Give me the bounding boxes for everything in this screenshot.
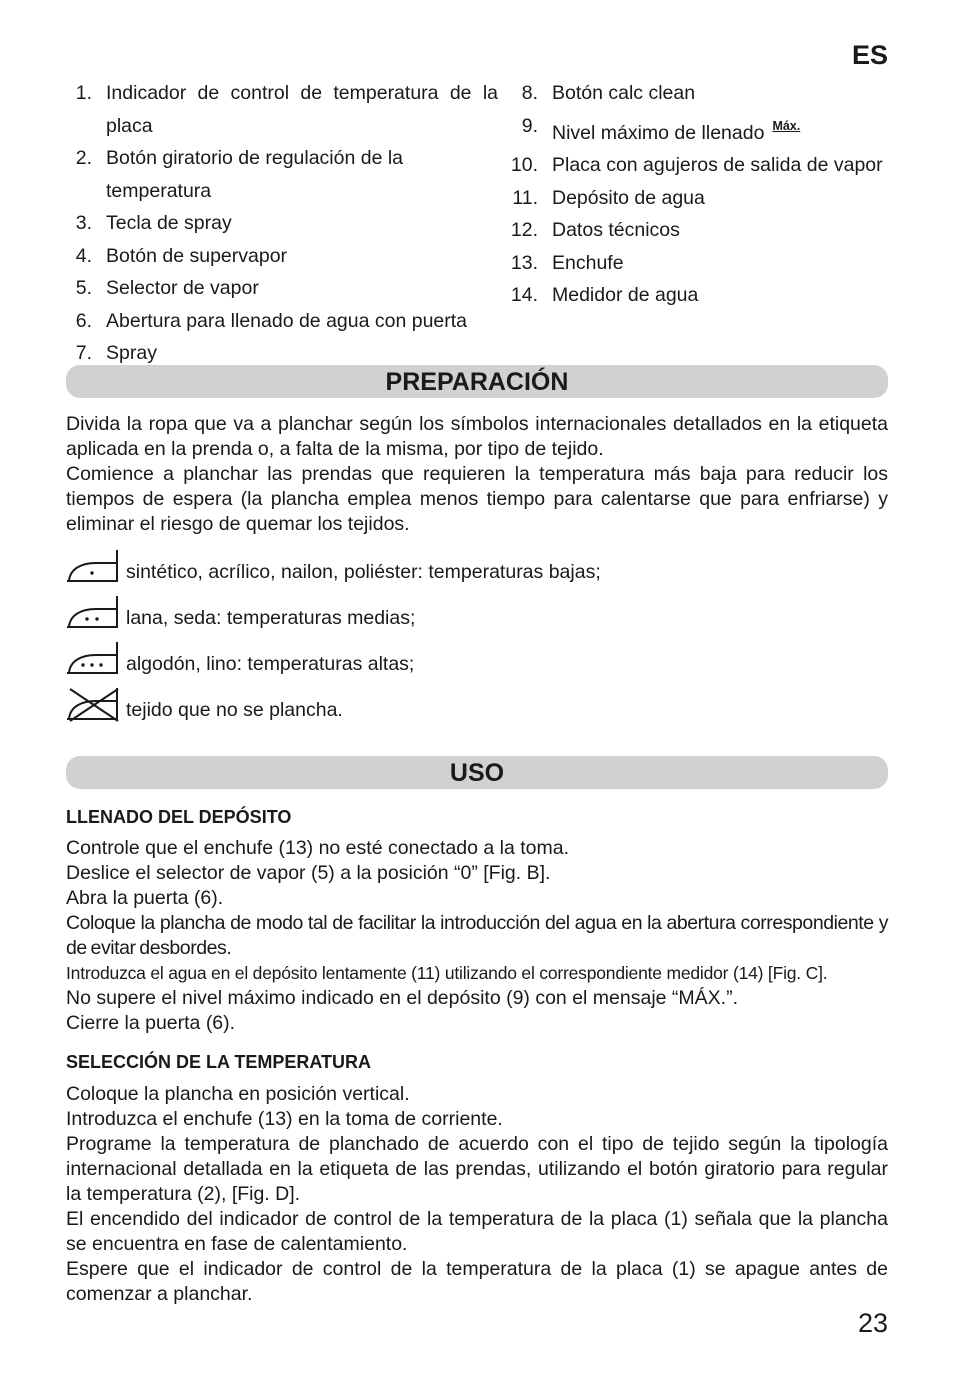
item-label: Depósito de agua [552,186,705,209]
list-item [66,77,498,142]
list-item [510,214,900,247]
preparacion-text [66,412,888,537]
paragraph: Coloque la plancha de modo tal de facilitar la introducción del agua en la abertura correspondiente y de evitar desbordes. [66,912,888,959]
item-label: Placa con agujeros de salida de vapor [552,154,883,176]
list-item [66,142,498,175]
item-number: 2. [75,147,92,169]
parts-list-right [510,77,900,312]
list-item [66,207,498,240]
item-number: 9. [521,114,538,137]
symbol-label: lana, seda: temperaturas medias; [126,607,416,629]
list-item [510,110,900,150]
item-number: 3. [75,212,92,234]
item-label: Medidor de agua [552,284,699,306]
list-item [66,240,498,273]
item-label: Indicador de control de temperatura de la placa [106,82,498,137]
item-label: Botón giratorio de regulación de la [106,147,404,169]
item-number: 8. [521,82,538,104]
temperatura-text [66,1082,888,1307]
item-number: 13. [510,251,538,274]
iron-two-dots-icon [66,594,120,630]
paragraph: No supere el nivel máximo indicado en el depósito (9) con el mensaje “MÁX.”. [66,987,738,1009]
item-number: 1. [75,82,92,104]
list-item-continuation [66,175,498,208]
parts-list-left [66,77,498,370]
item-number: 4. [75,244,92,267]
list-item [510,182,900,215]
paragraph: Comience a planchar las prendas que requieren la temperatura más baja para reducir los tiempos de espera (la plancha emplea menos tiempo para calentarse que para enfriarse) y eliminar el riesgo de quemar los tejidos. [66,463,888,535]
paragraph: Divida la ropa que va a planchar según los símbolos internacionales detallados en la etiqueta aplicada en la prenda o, a falta de la misma, por tipo de tejido. [66,413,888,460]
item-label: Datos técnicos [552,219,680,241]
paragraph: Cierre la puerta (6). [66,1012,236,1034]
item-label: Spray [106,342,157,364]
item-label: Botón calc clean [552,82,696,104]
item-number: 14. [510,284,538,306]
symbol-row-no-iron [66,682,343,722]
paragraph: Controle que el enchufe (13) no esté conectado a la toma. [66,837,569,859]
paragraph: Espere que el indicador de control de la temperatura de la placa (1) se apague antes de comenzar a planchar. [66,1258,888,1305]
paragraph: Introduzca el agua en el depósito lentamente (11) utilizando el correspondiente medidor (14) [Fig. C]. [66,963,828,983]
symbol-label: sintético, acrílico, nailon, poliéster: temperaturas bajas; [126,561,601,583]
subheading-temperatura: SELECCIÓN DE LA TEMPERATURA [66,1052,372,1072]
paragraph: Programe la temperatura de planchado de acuerdo con el tipo de tejido según la tipología internacional detallada en la etiqueta de las prendas, utilizando el botón giratorio para regular la temperatura (2), [Fig. D]. [66,1133,888,1205]
paragraph: El encendido del indicador de control de la temperatura de la placa (1) señala que la plancha se encuentra en fase de calentamiento. [66,1208,888,1255]
item-number: 6. [75,309,92,332]
iron-one-dot-icon [66,548,120,584]
page-number: 23 [857,1308,888,1338]
item-label: Selector de vapor [106,277,259,299]
list-item [510,247,900,280]
list-item [66,272,498,305]
symbol-label: algodón, lino: temperaturas altas; [126,653,415,675]
item-number: 10. [510,154,538,176]
iron-crossed-icon [66,686,120,722]
symbol-label: tejido que no se plancha. [126,699,343,721]
item-label: temperatura [106,179,212,202]
item-label: Botón de supervapor [106,244,288,267]
max-level-badge: Máx. [772,118,801,133]
item-label: Enchufe [552,251,624,274]
section-title-uso: USO [66,756,888,789]
item-number: 5. [75,277,92,299]
symbol-row-medium [66,590,415,630]
item-number: 11. [512,186,538,209]
list-item [66,305,498,338]
paragraph: Abra la puerta (6). [66,887,224,909]
language-code: ES [851,40,888,70]
subheading-llenado: LLENADO DEL DEPÓSITO [66,807,292,827]
paragraph: Deslice el selector de vapor (5) a la posición “0” [Fig. B]. [66,862,551,884]
paragraph: Introduzca el enchufe (13) en la toma de corriente. [66,1108,503,1130]
iron-three-dots-icon [66,640,120,676]
item-label: Abertura para llenado de agua con puerta [106,309,468,332]
item-number: 12. [510,219,538,241]
symbol-row-high [66,636,414,676]
item-number: 7. [75,342,92,364]
symbol-row-low [66,544,601,584]
list-item [510,77,900,110]
item-label: Nivel máximo de llenado [552,121,765,144]
list-item [510,279,900,312]
item-label: Tecla de spray [106,212,232,234]
section-title-preparacion: PREPARACIÓN [66,365,888,398]
llenado-text [66,836,888,1036]
paragraph: Coloque la plancha en posición vertical. [66,1083,410,1105]
list-item [510,149,900,182]
